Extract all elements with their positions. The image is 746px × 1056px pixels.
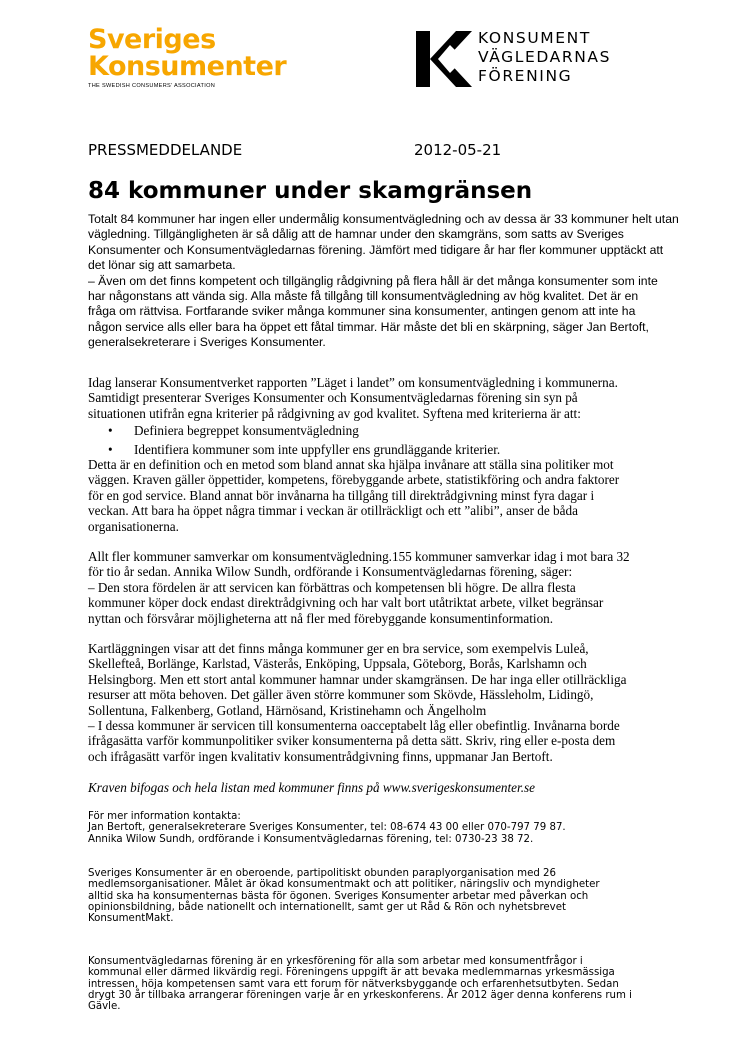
report-paragraph-lead — [88, 375, 618, 421]
document-date: 2012-05-21 — [414, 141, 502, 159]
bullet-icon: • — [108, 442, 113, 457]
kvf-logo-line3: FÖRENING — [478, 67, 573, 85]
mapping-paragraph — [88, 641, 626, 764]
text-line: – Den stora fördelen är att servicen kan förbättras och kompetensen bli högre. De allra flesta — [88, 579, 576, 595]
text-line: Konsumentvägledarnas förening är en yrkesförening för alla som arbetar med konsumentfrågor i — [88, 956, 583, 967]
text-line: KonsumentMakt. — [88, 913, 174, 925]
text-line: för tio år sedan. Annika Wilow Sundh, ordförande i Konsumentvägledarnas förening, säger: — [88, 564, 573, 580]
about-sveriges-konsumenter — [88, 868, 600, 924]
text-line: – I dessa kommuner är servicen till konsumenterna oacceptabelt låg eller obefintlig. Invånarna borde — [88, 718, 620, 734]
text-line: generalsekreterare i Sveriges Konsumenter. — [88, 335, 326, 350]
text-line: veckan. Att bara ha öppet några timmar i veckan är otillräckligt och ett ”alibi”, anser de båda — [88, 503, 578, 519]
text-line: Konsumenter och Konsumentvägledarnas förening. Jämfört med tidigare år har fler kommuner upptäckt att — [88, 242, 664, 257]
kvf-k-mark-icon — [416, 31, 472, 87]
text-line: Allt fler kommuner samverkar om konsumentvägledning.155 kommuner samverkar idag i mot bara 32 — [88, 549, 630, 564]
text-line: intressen, höja kompetensen samt vara ett forum för nätverksbyggande och erfarenhetsutbyten. Sedan — [88, 978, 619, 990]
text-line: nyttan och försvårar möjligheterna att nå fler med förebyggande konsumentinformation. — [88, 610, 554, 626]
text-line: Sveriges Konsumenter är en oberoende, partipolitiskt obunden paraplyorganisation med 26 — [88, 868, 557, 879]
text-line: kommuner köper dock endast direktrådgivning och har valt bort utåtriktat arbete, vilket begränsar — [88, 595, 604, 611]
contact-block — [88, 811, 566, 845]
text-line: Skellefteå, Borlänge, Karlstad, Västerås, Enköping, Uppsala, Göteborg, Borås, Karlshamn och — [88, 656, 587, 672]
text-line: Annika Wilow Sundh, ordförande i Konsumentvägledarnas förening, tel: 0730-23 38 72. — [88, 833, 534, 845]
page-title: 84 kommuner under skamgränsen — [88, 178, 533, 204]
text-line: opinionsbildning, både nationellt och internationellt, samt ger ut Råd & Rön och nyhetsbrevet — [88, 901, 566, 913]
sk-logo-line1: Sveriges — [88, 24, 216, 55]
text-line: ifrågasätta varför kommunpolitiker sviker konsumenterna på detta sätt. Skriv, ring eller e-posta dem — [88, 733, 616, 749]
text-line: organisationerna. — [88, 518, 179, 534]
list-item-text: Identifiera kommuner som inte uppfyller ens grundläggande kriterier. — [134, 442, 501, 457]
sk-logo-tagline: THE SWEDISH CONSUMERS' ASSOCIATION — [88, 83, 216, 89]
text-line: väggen. Kraven gäller öppettider, kompetens, förebyggande arbete, statistikföring och andra faktorer — [88, 472, 620, 488]
text-line: och ifrågasätt varför ingen kvalitativ konsumentrådgivning finns, uppmanar Jan Bertoft. — [88, 748, 553, 764]
text-line: fråga om rättvisa. Fortfarande sviker många kommuner sina konsumenter, antingen genom att inte ha — [88, 304, 636, 319]
list-item — [108, 442, 500, 457]
text-line: någon service alls eller bara ha öppet ett fåtal timmar. Här måste det bli en skärpning, säger Jan Bertoft, — [88, 319, 649, 334]
text-line: – Även om det finns kompetent och tillgänglig rådgivning på flera håll är det många konsumenter som inte — [88, 273, 658, 288]
text-line: Helsingborg. Men ett stort antal kommuner hamnar under skamgränsen. De har inga eller otillräckliga — [88, 671, 627, 687]
kvf-logo-text — [478, 29, 611, 86]
text-line: För mer information kontakta: — [88, 811, 241, 822]
text-line: kommunal eller därmed likvärdig regi. Föreningens uppgift är att bevaka medlemmarnas yrkesmässiga — [88, 967, 615, 979]
kvf-logo-line2: VÄGLEDARNAS — [478, 48, 612, 66]
sk-logo-line2: Konsumenter — [88, 51, 287, 82]
attachment-note: Kraven bifogas och hela listan med kommuner finns på www.sverigeskonsumenter.se — [88, 780, 535, 795]
intro-paragraph — [88, 212, 679, 351]
text-line: situationen utifrån egna kriterier på rådgivning av god kvalitet. Syftena med kriterierna är att: — [88, 405, 581, 421]
about-konsumentvagledarnas-forening — [88, 956, 632, 1012]
document-type: PRESSMEDDELANDE — [88, 141, 243, 159]
text-line: det lönar sig att samarbeta. — [88, 258, 236, 273]
text-line: Detta är en definition och en metod som bland annat ska hjälpa invånare att ställa sina politiker mot — [88, 457, 614, 472]
text-line: Gävle. — [88, 1001, 121, 1013]
text-line: resurser att möta behoven. Det gäller även större kommuner som Skövde, Hässleholm, Lidingö, — [88, 687, 594, 703]
bullet-icon: • — [108, 423, 113, 438]
text-line: Kartläggningen visar att det finns många kommuner ger en bra service, som exempelvis Luleå, — [88, 641, 589, 656]
sveriges-konsumenter-logo — [88, 26, 286, 89]
text-line: för en god service. Bland annat bör invånarna ha tillgång till direktrådgivning minst fyra dagar i — [88, 487, 595, 503]
text-line: vägledning. Tillgängligheten är så dålig att de hamnar under den skamgräns, som satts av Sveriges — [88, 227, 624, 242]
text-line: Sollentuna, Falkenberg, Gotland, Härnösand, Kristinehamn och Ängelholm — [88, 702, 487, 718]
text-line: medlemsorganisationer. Målet är ökad konsumentmakt och att politiker, näringsliv och myndigheter — [88, 879, 600, 891]
text-line: Idag lanserar Konsumentverket rapporten ”Läget i landet” om konsumentvägledning i kommunerna. — [88, 375, 618, 390]
text-line: Jan Bertoft, generalsekreterare Sveriges Konsumenter, tel: 08-674 43 00 eller 070-797 79 87. — [88, 822, 566, 834]
text-line: Totalt 84 kommuner har ingen eller undermålig konsumentvägledning och av dessa är 33 kommuner helt utan — [88, 212, 679, 226]
kvf-logo-line1: KONSUMENT — [478, 29, 591, 47]
text-line: har någonstans att vända sig. Alla måste få tillgång till konsumentvägledning av hög kvalitet. Det är en — [88, 289, 639, 304]
list-item — [108, 423, 359, 438]
text-line: drygt 30 år tillbaka arrangerar föreningen varje år en yrkeskonferens. År 2012 äger denna konferens rum i — [88, 989, 632, 1001]
text-line: Samtidigt presenterar Sveriges Konsumenter och Konsumentvägledarnas förening sin syn på — [88, 390, 578, 406]
cooperation-paragraph — [88, 549, 630, 626]
report-paragraph-rest — [88, 457, 619, 534]
text-line: alltid ska ha konsumenternas bästa för ögonen. Sveriges Konsumenter arbetar med påverkan och — [88, 890, 589, 902]
list-item-text: Definiera begreppet konsumentvägledning — [134, 423, 359, 438]
